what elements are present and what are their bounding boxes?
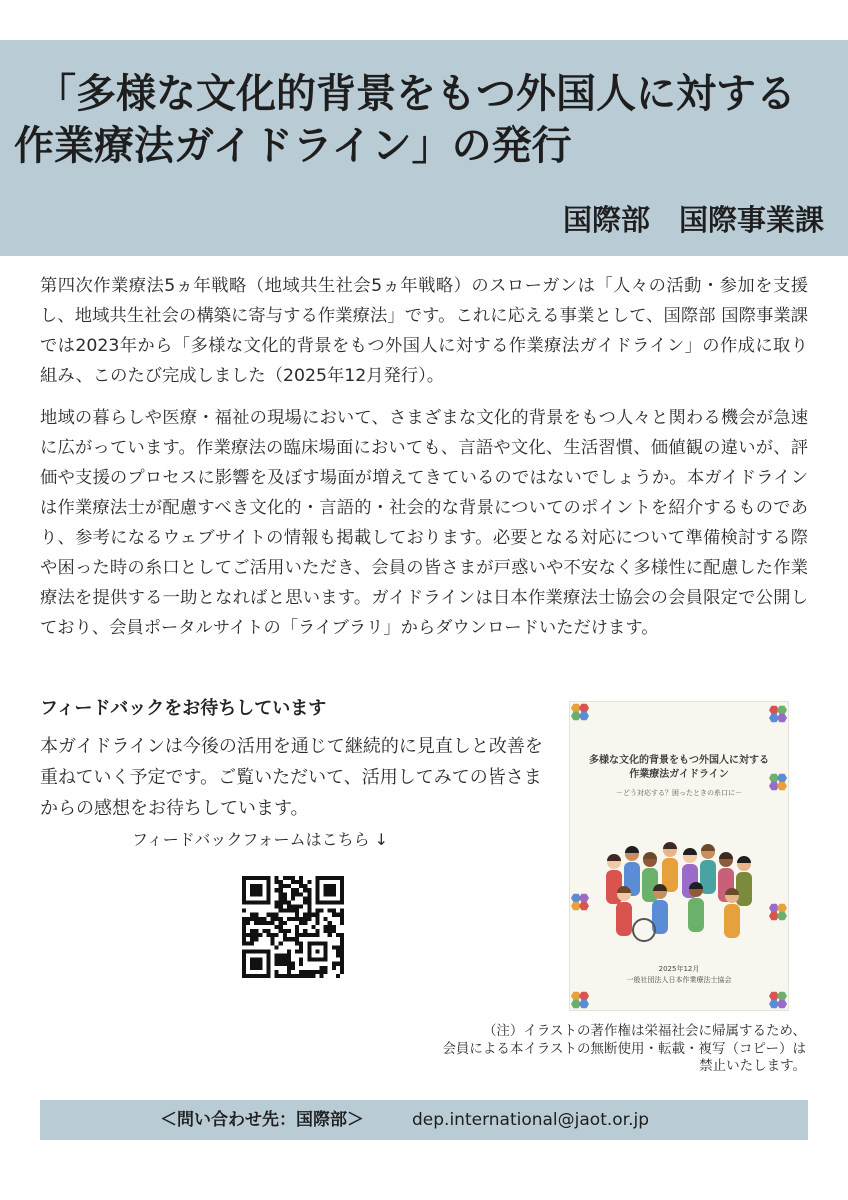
qr-code-icon[interactable] [242,876,344,978]
page-title [14,68,796,172]
cover-title-line-1: 多様な文化的背景をもつ外国人に対する [589,755,769,766]
header-banner [0,40,848,256]
intro-paragraph: 第四次作業療法5ヵ年戦略（地域共生社会5ヵ年戦略）のスローガンは「人々の活動・参加を支援し、地域共生社会の構築に寄与する作業療法」です。これに応える事業として、国際部 国際事業課では2023年から「多様な文化的背景をもつ外国人に対する作業療法ガイドライン」の作成に取り組み、このたび完成しました（2025年12月発行）。 [40,276,808,386]
feedback-text: 本ガイドラインは今後の活用を通じて継続的に見直しと改善を重ねていく予定です。ご覧いただいて、活用してみての皆さまからの感想をお待ちしています。 [40,736,543,819]
detail-paragraph: 地域の暮らしや医療・福祉の現場において、さまざまな文化的背景をもつ人々と関わる機会が急速に広がっています。作業療法の臨床場面においても、言語や文化、生活習慣、価値観の違いが、評価や支援のプロセスに影響を及ぼす場面が増えてきているのではないでしょうか。本ガイドラインは作業療法士が配慮すべき文化的・言語的・社会的な背景についてのポイントを紹介するものであり、参考になるウェブサイトの情報も掲載しております。必要となる対応について準備検討する際や困った時の糸口としてご活用いただき、会員の皆さまが戸惑いや不安なく多様性に配慮した作業療法を提供する一助となればと思います。ガイドラインは日本作業療法士協会の会員限定で公開しており、会員ポータルサイトの「ライブラリ」からダウンロードいただけます。 [40,408,808,638]
guideline-cover-image [570,702,788,1010]
note-line-2: 会員による本イラストの無断使用・転載・複写（コピー）は [442,1040,806,1057]
cover-publication [570,964,788,986]
cover-title [570,754,788,782]
copyright-note [306,1023,806,1076]
note-line-1: （注）イラストの著作権は栄福社会に帰属するため、 [482,1023,806,1039]
cover-subtitle: －どう対応する？困ったときの糸口に－ [616,789,742,797]
department-label: 国際部 国際事業課 [562,203,824,237]
contact-footer [40,1100,808,1140]
cover-date: 2025年12月 [658,965,700,973]
note-line-3: 禁止いたします。 [699,1058,806,1074]
cover-publisher: 一般社団法人日本作業療法士協会 [626,976,732,984]
feedback-form-label: フィードバックフォームはこちら ↓ [132,830,389,849]
contact-email-link[interactable]: dep.international@jaot.or.jp [412,1110,650,1130]
title-line-2: 作業療法ガイドライン」の発行 [14,123,572,169]
people-illustration-icon [600,822,760,944]
title-line-1: 「多様な文化的背景をもつ外国人に対する [36,71,796,117]
cover-title-line-2: 作業療法ガイドライン [629,769,729,780]
contact-label: ＜問い合わせ先：国際部＞ [160,1110,364,1130]
feedback-heading: フィードバックをお待ちしています [40,698,327,719]
